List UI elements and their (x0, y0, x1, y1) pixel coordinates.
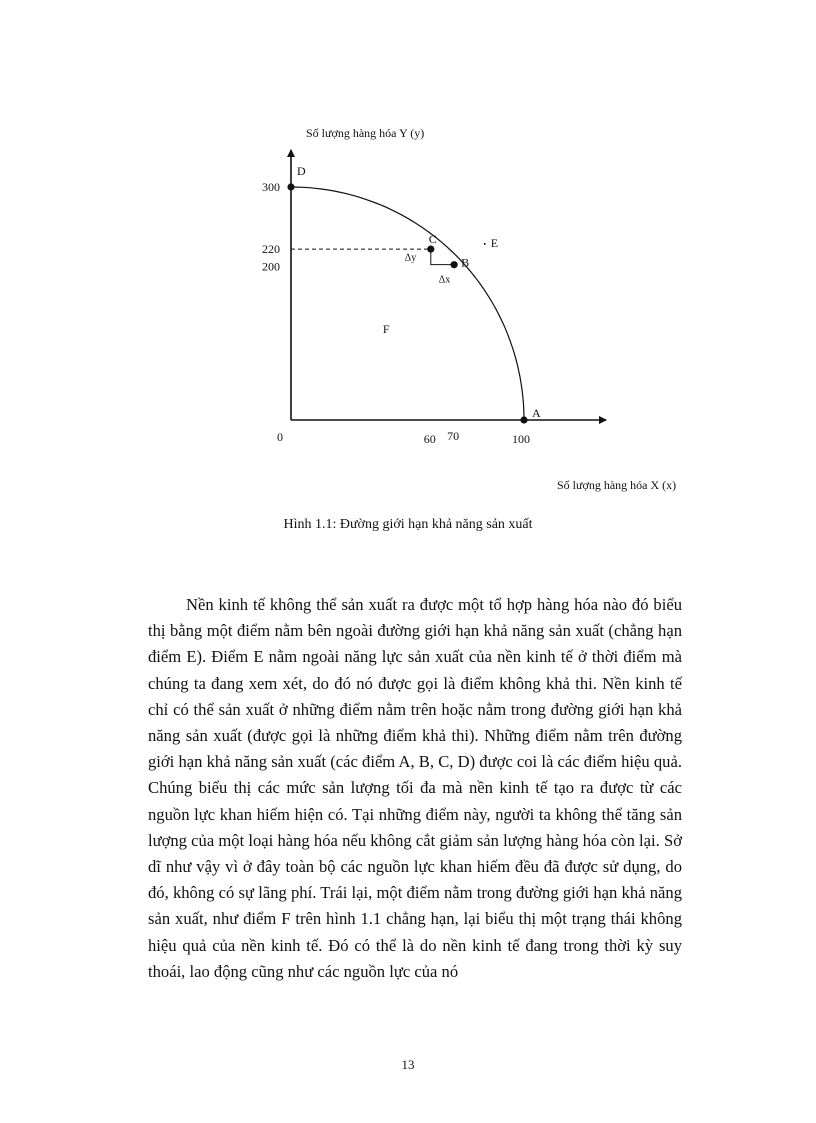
page-number: 13 (401, 1057, 415, 1072)
delta-x-label: Δx (438, 274, 451, 286)
point-d (287, 183, 294, 190)
delta-y-label: Δy (404, 252, 417, 264)
point-label-c: C (428, 232, 437, 247)
point-label-a: A (532, 406, 541, 420)
paragraph: Nền kinh tế không thể sản xuất ra được một tổ hợp hàng hóa nào đó biểu thị bằng một điểm nằm bên ngoài đường giới hạn khả năng sản xuất (chẳng hạn điểm E). Điểm E nằm ngoài năng lực sản xuất của nền kinh tế ở thời điểm mà chúng ta đang xem xét, do đó nó được gọi là điểm không khả thi. Nền kinh tế chỉ có thể sản xuất ở những điểm nằm trên hoặc nằm trong đường giới hạn khả năng sản xuất (được gọi là những điểm khả thi). Những điểm nằm trên đường giới hạn khả năng sản xuất (các điểm A, B, C, D) được coi là các điểm hiệu quả. Chúng biểu thị các mức sản lượng tối đa mà nền kinh tế tạo ra được từ các nguồn lực khan hiếm hiện có. Tại những điểm này, người ta không thể tăng sản lượng của một loại hàng hóa nếu không cắt giảm sản lượng hàng hóa còn lại. Sở dĩ như vậy vì ở đây toàn bộ các nguồn lực khan hiếm đều đã được sử dụng, do đó, không có sự lãng phí. Trái lại, một điểm nằm trong đường giới hạn khả năng sản xuất, như điểm F trên hình 1.1 chẳng hạn, lại biểu thị một trạng thái không hiệu quả của nền kinh tế. Đó có thể là do nền kinh tế đang trong thời kỳ suy thoái, lao động cũng như các nguồn lực của nó (148, 595, 682, 981)
point-e-dot (484, 243, 486, 245)
point-label-d: D (297, 164, 306, 178)
point-label-b: B (461, 255, 470, 270)
y-tick-label: 220 (262, 242, 280, 257)
point-label-f: F (382, 321, 390, 336)
y-tick-label: 300 (262, 180, 280, 194)
x-tick-label: 100 (512, 432, 530, 446)
figure-caption: Hình 1.1: Đường giới hạn khả năng sản xuất (283, 517, 533, 532)
ppf-chart (0, 0, 816, 560)
x-tick-label: 60 (423, 432, 436, 446)
delta-triangle (431, 249, 454, 265)
point-c (427, 246, 434, 253)
x-tick-label: 70 (447, 429, 460, 443)
point-b (451, 261, 458, 268)
ppf-curve (291, 187, 524, 420)
point-label-e: E (490, 235, 499, 250)
y-tick-label: 200 (262, 259, 280, 274)
point-a (520, 416, 527, 423)
x-axis-label: Số lượng hàng hóa X (x) (557, 478, 677, 492)
body-text (148, 592, 682, 985)
y-axis-label: Số lượng hàng hóa Y (y) (306, 126, 425, 140)
origin-label: 0 (277, 430, 283, 444)
